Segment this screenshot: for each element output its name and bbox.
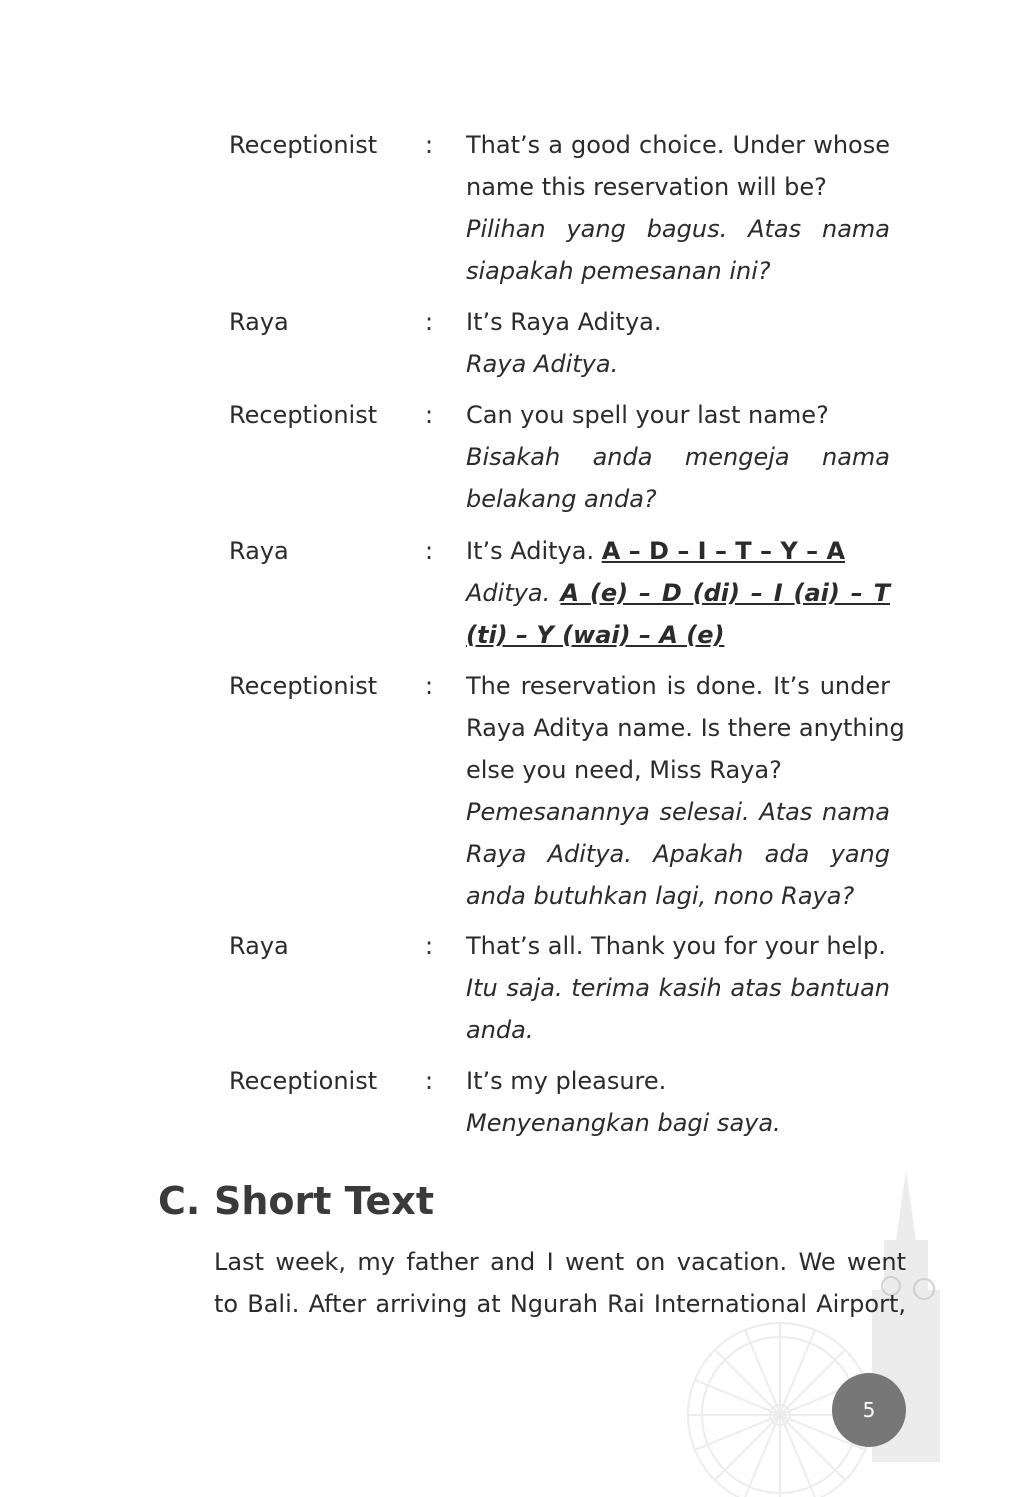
speaker-name: Raya xyxy=(229,932,289,960)
colon-separator: : xyxy=(425,131,434,159)
colon-separator: : xyxy=(425,401,434,429)
speaker-name: Receptionist xyxy=(229,401,378,429)
english-line: The reservation is done. It’s under xyxy=(466,672,890,700)
english-prefix: It’s Aditya. xyxy=(466,537,595,565)
english-line: Raya Aditya name. Is there anything xyxy=(466,714,905,742)
colon-separator: : xyxy=(425,932,434,960)
english-line xyxy=(466,530,890,572)
indonesian-line: anda butuhkan lagi, nono Raya? xyxy=(466,882,855,910)
colon-separator: : xyxy=(425,308,434,336)
indonesian-line: Itu saja. terima kasih atas bantuan xyxy=(466,974,890,1002)
indonesian-line xyxy=(466,572,890,614)
indonesian-line: Pemesanannya selesai. Atas nama xyxy=(466,798,890,826)
english-line: That’s all. Thank you for your help. xyxy=(466,932,886,960)
page-number: 5 xyxy=(832,1373,906,1447)
colon-separator: : xyxy=(425,1067,434,1095)
indonesian-line: Pilihan yang bagus. Atas nama xyxy=(466,215,890,243)
indonesian-prefix: Aditya. xyxy=(466,579,551,607)
indonesian-line: Raya Aditya. xyxy=(466,350,619,378)
section-title: Short Text xyxy=(214,1179,434,1223)
indonesian-line: anda. xyxy=(466,1016,534,1044)
english-line: Can you spell your last name? xyxy=(466,401,829,429)
indonesian-spelling: (ti) – Y (wai) – A (e) xyxy=(466,621,725,649)
english-spelling: A – D – I – T – Y – A xyxy=(601,537,846,565)
english-line: It’s Raya Aditya. xyxy=(466,308,662,336)
section-heading xyxy=(158,1176,434,1226)
english-line: That’s a good choice. Under whose xyxy=(466,131,890,159)
indonesian-line: Bisakah anda mengeja nama xyxy=(466,443,890,471)
speaker-name: Receptionist xyxy=(229,131,378,159)
english-line: It’s my pleasure. xyxy=(466,1067,667,1095)
paragraph-line: Last week, my father and I went on vacation. We went xyxy=(214,1248,906,1276)
english-line: else you need, Miss Raya? xyxy=(466,756,782,784)
paragraph-line: to Bali. After arriving at Ngurah Rai International Airport, xyxy=(214,1290,906,1318)
indonesian-line: siapakah pemesanan ini? xyxy=(466,257,771,285)
colon-separator: : xyxy=(425,672,434,700)
english-line: name this reservation will be? xyxy=(466,173,827,201)
indonesian-spelling: A (e) – D (di) – I (ai) – T xyxy=(560,579,890,607)
indonesian-line: Menyenangkan bagi saya. xyxy=(466,1109,781,1137)
short-text-paragraph xyxy=(214,1241,906,1325)
section-letter: C. xyxy=(158,1179,201,1223)
indonesian-line xyxy=(466,614,890,656)
indonesian-line: belakang anda? xyxy=(466,485,657,513)
speaker-name: Raya xyxy=(229,537,289,565)
speaker-name: Receptionist xyxy=(229,672,378,700)
speaker-name: Receptionist xyxy=(229,1067,378,1095)
colon-separator: : xyxy=(425,537,434,565)
indonesian-line: Raya Aditya. Apakah ada yang xyxy=(466,840,890,868)
speaker-name: Raya xyxy=(229,308,289,336)
